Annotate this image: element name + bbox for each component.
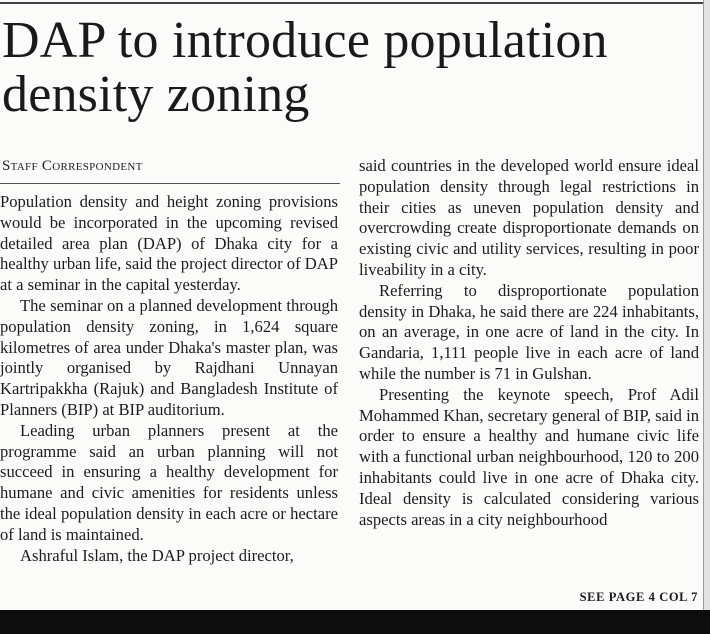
paragraph: Ashraful Islam, the DAP project director, — [20, 545, 294, 565]
paragraph: said countries in the developed world ensure ideal population density through legal restrictions in their cities as uneven population density and overcrowding create disproportionate demands on existing civic and utility services, resulting in poor liveability in a city. — [359, 156, 699, 279]
paragraph: Referring to disproportionate population density in Dhaka, he said there are 224 inhabitants, on an average, in one acre of land in the city. In Gandaria, 1,111 people live in each acre of land while the number is 71 in Gulshan. — [359, 280, 699, 383]
paragraph: Presenting the keynote speech, Prof Adil Mohammed Khan, secretary general of BIP, said in order to ensure a healthy and humane civic life with a functional urban neighbourhood, 120 to 200 inhabitants could live in one acre of Dhaka city. Ideal density is calculated considering various aspects areas in a city neighbourhood — [359, 384, 699, 529]
article-column-left — [0, 192, 338, 566]
paragraph: Population density and height zoning provisions would be incorporated in the upcoming revised detailed area plan (DAP) of Dhaka city for a healthy urban life, said the project director of DAP at a seminar in the capital yesterday. — [0, 192, 338, 295]
top-rule — [0, 2, 710, 4]
headline: DAP to introduce population density zoning — [2, 12, 608, 123]
article-column-right — [359, 156, 699, 530]
page-edge — [703, 0, 710, 610]
byline: Staff Correspondent — [2, 158, 143, 174]
jump-line: SEE PAGE 4 COL 7 — [579, 590, 698, 604]
byline-rule — [0, 183, 340, 184]
paragraph: Leading urban planners present at the programme said an urban planning will not succeed in ensuring a healthy development for humane and civic amenities for residents unless the ideal population density in each acre or hectare of land is maintained. — [0, 420, 338, 544]
dark-border — [0, 610, 710, 634]
paragraph: The seminar on a planned development through population density zoning, in 1,624 square kilometres of area under Dhaka's master plan, was jointly organised by Rajdhani Unnayan Kartripakkha (Rajuk) and Bangladesh Institute of Planners (BIP) at BIP auditorium. — [0, 295, 338, 419]
